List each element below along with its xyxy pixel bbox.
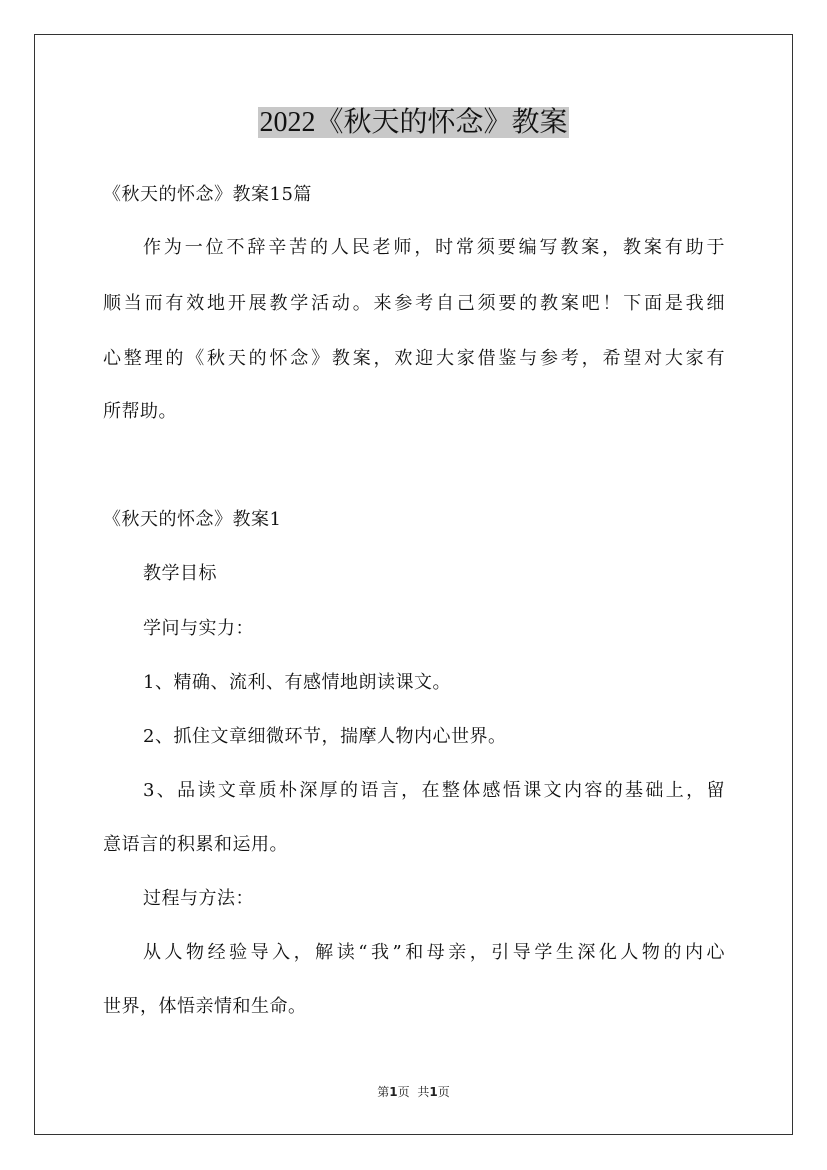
process-label: 过程与方法： [143, 888, 254, 909]
page-footer [0, 1084, 827, 1100]
document-title [0, 103, 827, 143]
goal-item-2: 2、抓住文章细微环节，揣摩人物内心世界。 [143, 726, 507, 747]
footer-total-suffix: 页 [437, 1085, 450, 1099]
goal-item-3-line-1: 3、品读文章质朴深厚的语言，在整体感悟课文内容的基础上，留 [143, 780, 725, 801]
process-line-2: 世界，体悟亲情和生命。 [103, 996, 307, 1017]
footer-page-number: 1 [389, 1085, 398, 1099]
footer-page-prefix: 第 [377, 1085, 390, 1099]
goal-item-1: 1、精确、流利、有感情地朗读课文。 [143, 672, 451, 693]
intro-line-1: 作为一位不辞辛苦的人民老师，时常须要编写教案，教案有助于 [143, 237, 725, 258]
footer-total-pages: 1 [429, 1085, 438, 1099]
goal-item-3-line-2: 意语言的积累和运用。 [103, 834, 288, 855]
teaching-goal-label: 教学目标 [143, 563, 217, 584]
knowledge-label: 学问与实力： [143, 618, 254, 639]
section-heading: 《秋天的怀念》教案1 [103, 509, 282, 530]
intro-line-2: 顺当而有效地开展教学活动。来参考自己须要的教案吧！下面是我细 [103, 293, 725, 314]
process-line-1: 从人物经验导入，解读“我”和母亲，引导学生深化人物的内心 [143, 942, 725, 963]
footer-page-suffix: 页 [397, 1085, 410, 1099]
footer-total-prefix: 共 [417, 1085, 430, 1099]
intro-line-3: 心整理的《秋天的怀念》教案，欢迎大家借鉴与参考，希望对大家有 [103, 348, 725, 369]
document-subtitle: 《秋天的怀念》教案15篇 [103, 184, 312, 205]
document-title-text: 2022《秋天的怀念》教案 [259, 107, 568, 138]
intro-line-4: 所帮助。 [103, 401, 177, 422]
